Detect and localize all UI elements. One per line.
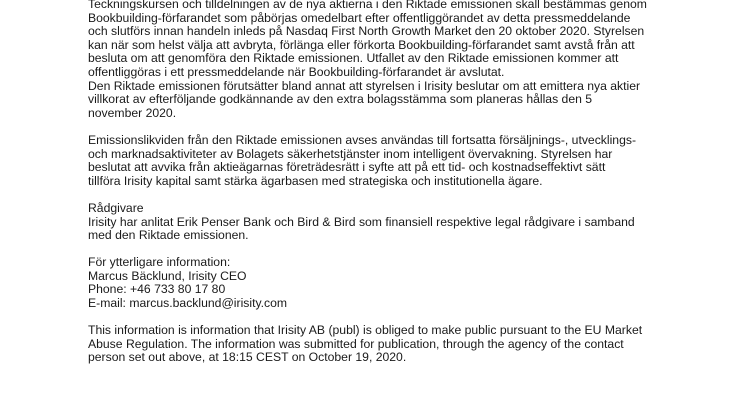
text-line: Bookbuilding-förfarandet som påbörjas omedelbart efter offentliggörandet av detta pressmeddelande [88,10,631,25]
text-line: person set out above, at 18:15 CEST on October 19, 2020. [88,350,407,365]
paragraph-conditions [88,80,688,121]
advisors-heading: Rådgivare [88,200,144,215]
press-release-body [88,0,688,365]
text-line: Abuse Regulation. The information was submitted for publication, through the agency of the contact [88,336,624,351]
text-line: och slutförs innan handeln inleds på Nasdaq First North Growth Market den 20 oktober 2020. Styrelsen [88,24,645,39]
text-line: beslutat att avvika från aktieägarnas företrädesrätt i syfte att på ett tid- och kostnadseffektivt sätt [88,160,606,175]
paragraph-spacer [88,243,688,257]
text-line: This information is information that Irisity AB (publ) is obliged to make public pursuant to the EU Market [88,323,643,338]
text-line: Irisity har anlitat Erik Penser Bank och Bird & Bird som finansiell respektive legal rådgivare i samband [88,214,635,229]
contact-name: Marcus Bäcklund, Irisity CEO [88,268,247,283]
text-line: med den Riktade emissionen. [88,228,249,243]
paragraph-spacer [88,311,688,325]
text-line: tillföra Irisity kapital samt stärka ägarbasen med strategiska och institutionella ägare. [88,173,543,188]
paragraph-spacer [88,188,688,202]
contact-phone: Phone: +46 733 80 17 80 [88,282,226,297]
text-line: villkorat av efterföljande godkännande av den extra bolagsstämma som planeras hållas den 5 [88,92,593,107]
text-line: Teckningskursen och tilldelningen av de nya aktierna i den Riktade emissionen skall bestämmas genom [88,0,647,11]
paragraph-bookbuilding [88,0,688,80]
paragraph-spacer [88,120,688,134]
contact-email-label: E-mail: [88,296,130,311]
paragraph-use-of-proceeds [88,134,688,188]
text-line: Emissionslikviden från den Riktade emissionen avses användas till fortsatta försäljnings-, utvecklings- [88,132,637,147]
contact-heading: För ytterligare information: [88,255,231,270]
contact-section [88,256,688,310]
text-line: november 2020. [88,105,177,120]
text-line: offentliggöras i ett pressmeddelande när Bookbuilding-förfarandet är avslutat. [88,64,505,79]
text-line: och marknadsaktiviteter av Bolagets säkerhetstjänster inom intelligent övervakning. Styrelsen har [88,146,613,161]
disclaimer-section [88,324,688,365]
text-line: besluta om att genomföra den Riktade emissionen. Utfallet av den Riktade emissionen kommer att [88,51,619,66]
advisors-section [88,202,688,243]
text-line: kan när som helst välja att avbryta, förlänga eller förkorta Bookbuilding-förfarandet samt avstå från att [88,37,635,52]
contact-email-link[interactable]: marcus.backlund@irisity.com [129,296,288,311]
text-line: Den Riktade emissionen förutsätter bland annat att styrelsen i Irisity beslutar om att emittera nya aktier [88,78,641,93]
contact-email-line [88,297,688,311]
